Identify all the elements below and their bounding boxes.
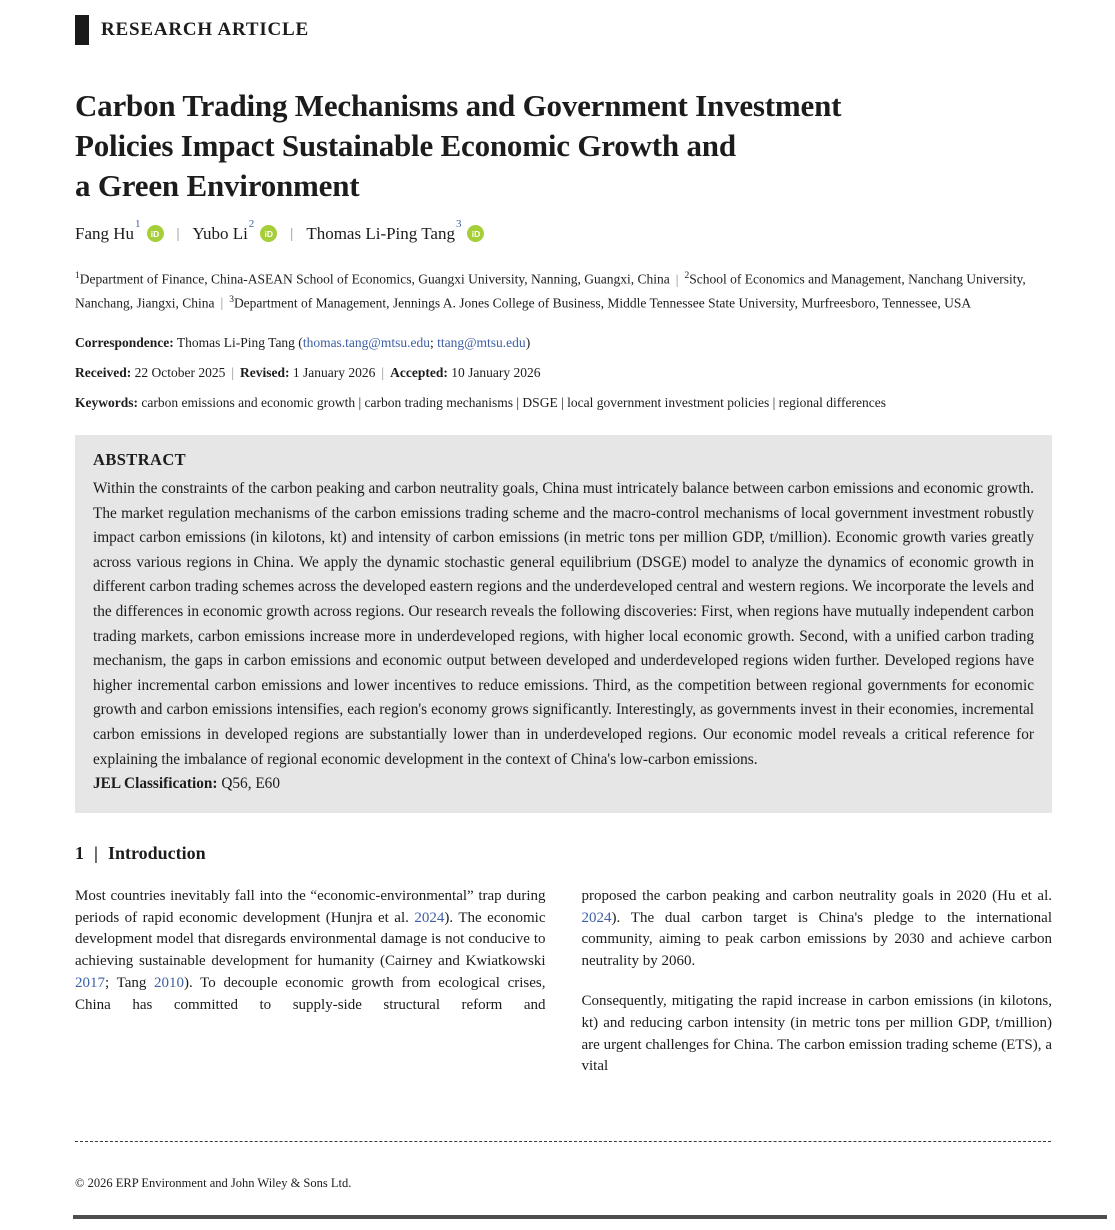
author-3-affiliation-sup: 3 (455, 218, 462, 230)
paragraph-text: ). The dual carbon target is China's pledge to the international community, aiming to peak carbon emissions by 2030 and achieve carbon neutrality by 2060. (581, 909, 1052, 970)
paragraph-text: ). The economic development model that disregards environmental damage is not conducive to achieving sustainable development for humanity (Cairney and Kwiatkowski (75, 909, 546, 970)
kicker-bar (75, 15, 89, 45)
section-number: 1 (75, 842, 84, 863)
affiliation-separator: | (675, 271, 679, 287)
page-bottom-bar (73, 1215, 1107, 1219)
author-1-name[interactable]: Fang Hu (75, 224, 135, 243)
correspondence-name: Thomas Li-Ping Tang ( (176, 335, 303, 350)
author-list (75, 218, 1052, 244)
correspondence-email-2[interactable]: ttang@mtsu.edu (437, 335, 526, 350)
date-separator: | (381, 365, 385, 380)
abstract-box (75, 435, 1052, 813)
orcid-icon-label: iD (264, 228, 274, 239)
orcid-icon[interactable] (467, 225, 484, 242)
jel-label: JEL Classification: (93, 775, 218, 793)
received-date: 22 October 2025 (134, 365, 226, 380)
author-2[interactable] (192, 218, 278, 244)
section-heading-introduction (75, 843, 1052, 864)
correspondence-label: Correspondence: (75, 335, 174, 350)
abstract-heading: ABSTRACT (93, 450, 187, 469)
affiliation-3-sup: 3 (229, 294, 234, 305)
intro-paragraph-3: Consequently, mitigating the rapid increase in carbon emissions (in kilotons, kt) and reducing carbon intensity (in metric tons per million GDP, t/million) are urgent challenges for China. The carbon emission trading scheme (ETS), a vital (581, 992, 1052, 1075)
received-label: Received: (75, 365, 132, 380)
correspondence-email-1[interactable]: thomas.tang@mtsu.edu (302, 335, 430, 350)
citation-tang-2010[interactable]: 2010 (154, 974, 185, 991)
orcid-icon-label: iD (150, 228, 160, 239)
paragraph-text: ). To decouple economic growth from ecological crises, China has committed to supply-side structural reform and (75, 974, 546, 1013)
revised-date: 1 January 2026 (292, 365, 376, 380)
abstract-text: Within the constraints of the carbon peaking and carbon neutrality goals, China must intricately balance between carbon emissions and economic growth. The market regulation mechanisms of the carbon emissions trading scheme and the macro-control mechanisms of local government investment robustly impact carbon emissions (in kilotons, kt) and intensity of carbon emissions (in metric tons per million GDP, t/million). Economic growth varies greatly across various regions in China. We apply the dynamic stochastic general equilibrium (DSGE) model to analyze the dynamics of economic growth in different carbon trading schemes across the developed eastern regions and the underdeveloped central and western regions. We incorporate the levels and the differences in economic growth across regions. Our research reveals the following discoveries: First, when regions have mutually independent carbon trading markets, carbon emissions increase more in underdeveloped regions, with higher local economic growth. Second, with a unified carbon trading mechanism, the gaps in carbon emissions and economic output between developed and underdeveloped regions widen further. Developed regions have higher incremental carbon emissions and lower incentives to reduce emissions. Third, as the competition between regional governments for economic growth and carbon emissions intensifies, each region's economy grows significantly. Interestingly, as governments invest in their economies, incremental carbon emissions in developed regions are substantially lower than in underdeveloped regions. Our economic model reveals a critical reference for explaining the imbalance of regional economic development in the context of China's low-carbon emissions. (93, 480, 1034, 768)
author-3[interactable] (306, 218, 484, 244)
citation-cairney-2017[interactable]: 2017 (75, 974, 105, 991)
affiliations (75, 266, 1052, 313)
author-1-affiliation-sup: 1 (135, 218, 141, 230)
paragraph-text: ; Tang (105, 974, 155, 991)
accepted-date: 10 January 2026 (451, 365, 541, 380)
author-3-name[interactable]: Thomas Li-Ping Tang (306, 224, 455, 243)
section-heading-separator: | (94, 842, 98, 863)
affiliation-1: Department of Finance, China-ASEAN School of Economics, Guangxi University, Nanning, Guangxi, China (79, 271, 670, 287)
introduction-columns (75, 886, 1052, 1078)
article-dates (75, 365, 1052, 381)
correspondence-email-separator: ; (429, 335, 438, 350)
paragraph-text: Most countries inevitably fall into the “economic-environmental” trap during periods of rapid economic development (Hunjra et al. (75, 887, 546, 926)
citation-hu-2024[interactable]: 2024 (581, 909, 612, 926)
accepted-label: Accepted: (390, 365, 448, 380)
author-2-name[interactable]: Yubo Li (192, 224, 248, 243)
affiliation-2-sup: 2 (684, 271, 690, 281)
affiliation-separator: | (220, 295, 224, 310)
affiliation-2: School of Economics and Management, Nanchang University, Nanchang, Jiangxi, China (75, 271, 1026, 310)
section-title: Introduction (107, 842, 206, 863)
author-1[interactable] (75, 218, 164, 244)
article-type-header (75, 14, 1052, 46)
article-title (75, 86, 1052, 206)
intro-paragraph-1 (75, 886, 546, 1017)
jel-classification (93, 772, 1034, 797)
orcid-icon[interactable] (260, 225, 277, 242)
copyright-notice: © 2026 ERP Environment and John Wiley & Sons Ltd. (75, 1176, 352, 1190)
intro-paragraph-2 (582, 886, 1053, 973)
orcid-icon-label: iD (471, 228, 481, 239)
citation-hunjra-2024[interactable]: 2024 (414, 909, 445, 926)
keywords-list: carbon emissions and economic growth | carbon trading mechanisms | DSGE | local government investment policies | regional differences (141, 395, 886, 410)
jel-codes: Q56, E60 (221, 775, 280, 793)
title-line-2: Policies Impact Sustainable Economic Growth and (75, 128, 736, 163)
keywords-label: Keywords: (75, 395, 138, 410)
keywords (75, 395, 1052, 411)
left-column (75, 886, 546, 1078)
title-line-3: a Green Environment (75, 168, 360, 203)
author-separator: | (176, 225, 180, 242)
date-separator: | (231, 365, 235, 380)
article-type-label: RESEARCH ARTICLE (101, 19, 309, 40)
correspondence (75, 335, 1052, 351)
right-column (582, 886, 1053, 1078)
revised-label: Revised: (240, 365, 290, 380)
affiliation-1-sup: 1 (75, 271, 80, 281)
footer-dashed-rule (75, 1141, 1051, 1142)
author-separator: | (290, 225, 294, 242)
title-line-1: Carbon Trading Mechanisms and Government Investment (75, 88, 842, 123)
affiliation-3: Department of Management, Jennings A. Jones College of Business, Middle Tennessee State University, Murfreesboro, Tennessee, USA (233, 295, 972, 310)
paragraph-text: proposed the carbon peaking and carbon neutrality goals in 2020 (Hu et al. (581, 887, 1052, 904)
orcid-icon[interactable] (147, 225, 164, 242)
author-2-affiliation-sup: 2 (248, 218, 255, 230)
correspondence-close-paren: ) (525, 335, 531, 350)
